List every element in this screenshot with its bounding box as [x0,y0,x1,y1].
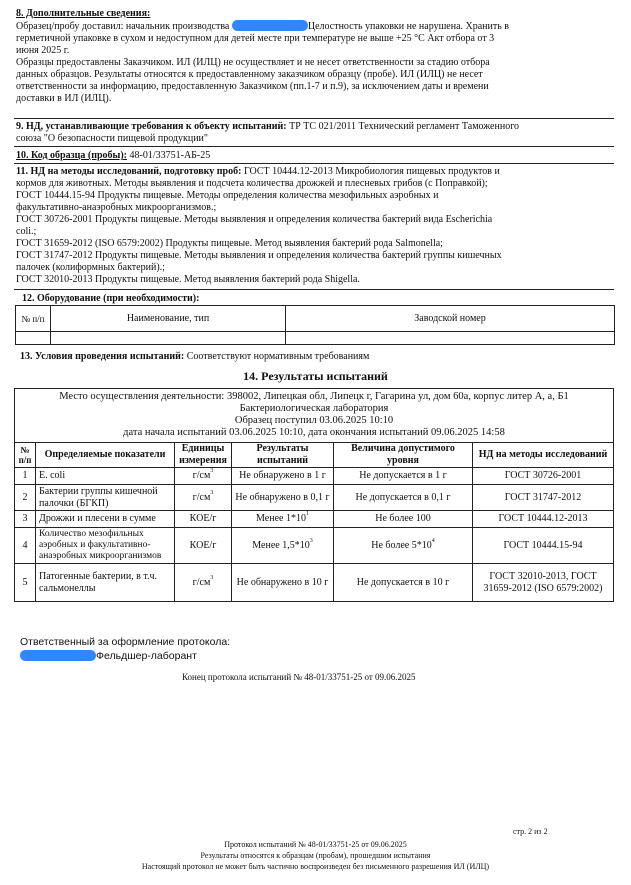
section-8-line: июня 2025 г. [16,45,70,56]
row-limit: Не более 100 [334,511,473,528]
section-11-label: 11. НД на методы исследований, подготовку проб: [16,166,242,177]
row-unit: КОЕ/г [175,528,232,564]
redacted-name [232,20,308,31]
row-parameter: Бактерии группы кишечной палочки (БГКП) [36,485,175,511]
method-line: coli.; [16,226,37,237]
table-row [15,485,614,511]
protocol-end-note: Конец протокола испытаний № 48-01/33751-25 от 09.06.2025 [182,672,416,682]
section-8-line: данных образцов. Результаты относятся к предоставленному заказчиком образцу (пробе). ИЛ (ИЛЦ) не несет [16,69,483,80]
row-unit: $г/см^3$ [175,564,232,602]
row-parameter: Дрожжи и плесени в сумме [36,511,175,528]
divider [14,146,614,147]
row-limit: Не более $5*10^4$ [334,528,473,564]
section-12-label: 12. Оборудование (при необходимости): [22,293,200,304]
section-9-value-cont: союза "О безопасности пищевой продукции" [16,133,208,144]
col-header: Единицы измерения [175,443,232,468]
method-line: ГОСТ 30726-2001 Продукты пищевые. Методы выявления и определения количества бактерий вида Escherichia [16,214,493,225]
sample-received: Образец поступил 03.06.2025 10:10 [234,415,394,426]
row-number: 1 [15,468,36,485]
equipment-cell [51,332,286,345]
place-of-activity: Место осуществления деятельности: 398002, Липецкая обл, Липецк г, Гагарина ул, дом 60а, корпус литер А, а, Б1 [59,391,569,402]
section-8-line: ответственности за информацию, предоставленную Заказчиком (пп.1-7 и п.9), за исключением даты и времени [16,81,489,92]
row-limit: Не допускается в 1 г [334,468,473,485]
col-header: Результаты испытаний [232,443,334,468]
method-line: ГОСТ 31659-2012 (ISO 6579:2002) Продукты пищевые. Метод выявления бактерий рода Salmonella; [16,238,443,249]
section-13-label: 13. Условия проведения испытаний: [20,351,185,362]
row-unit: $г/см^3$ [175,468,232,485]
method-line: ГОСТ 10444.15-94 Продукты пищевые. Методы определения количества мезофильных аэробных и [16,190,439,201]
section-8-heading: 8. Дополнительные сведения: [16,8,151,19]
redacted-name [20,650,96,661]
row-number: 4 [15,528,36,564]
section-9 [16,121,616,145]
col-header: Определяемые показатели [36,443,175,468]
results-table [14,442,614,602]
method-line: ГОСТ 32010-2013 Продукты пищевые. Метод выявления бактерий рода Shigella. [16,274,360,285]
table-row [15,511,614,528]
section-8 [16,8,616,105]
method-line: кормов для животных. Методы выявления и подсчета количества дрожжей и плесневых грибов (с Поправкой); [16,178,488,189]
col-header: № п/п [15,443,36,468]
method-line: ГОСТ 10444.12-2013 Микробиология пищевых продуктов и [243,166,500,177]
table-row [15,528,614,564]
equipment-col-serial: Заводской номер [286,306,615,332]
section-13-value: Соответствуют нормативным требованиям [186,351,370,362]
section-10-label: 10. Код образца (пробы): [16,150,127,161]
method-line: факультативно-анаэробных микроорганизмов.; [16,202,217,213]
row-limit: Не допускается в 10 г [334,564,473,602]
row-unit: КОЕ/г [175,511,232,528]
footer-line: Протокол испытаний № 48-01/33751-25 от 09.06.2025 [224,840,407,849]
section-10 [16,150,616,162]
divider [14,118,614,119]
packaging-text: Целостность упаковки не нарушена. Хранить в [307,21,510,32]
divider [14,289,614,290]
row-result: Менее $1,5*10^3$ [232,528,334,564]
page-number: стр. 2 из 2 [513,827,548,836]
test-dates: дата начала испытаний 03.06.2025 10:10, дата окончания испытаний 09.06.2025 14:58 [123,427,505,438]
row-method: ГОСТ 32010-2013, ГОСТ 31659-2012 (ISO 6579:2002) [473,564,614,602]
sample-code: 48-01/33751-АБ-25 [129,150,211,161]
equipment-cell [286,332,615,345]
section-13 [20,351,620,363]
section-11 [16,166,616,286]
col-header: Величина допустимого уровня [334,443,473,468]
row-result: Менее $1*10^1$ [232,511,334,528]
table-row [15,468,614,485]
row-parameter: Патогенные бактерии, в т.ч. сальмонеллы [36,564,175,602]
footer-line: Результаты относятся к образцам (пробам), прошедшим испытания [200,851,431,860]
row-method: ГОСТ 10444.12-2013 [473,511,614,528]
section-8-line: герметичной упаковке в сухом и недоступном для детей месте при температуре не выше +25 °С Акт отбора от 3 [16,33,495,44]
results-header-row [15,443,614,468]
row-parameter: Количество мезофильных аэробных и факультативно-анаэробных микроорганизмов [36,528,175,564]
responsible-position: Фельдшер-лаборант [96,650,197,662]
equipment-table [15,305,615,345]
method-line: палочек (колиформных бактерий).; [16,262,165,273]
section-8-line: Образцы предоставлены Заказчиком. ИЛ (ИЛЦ) не осуществляет и не несет ответственности за стадию отбора [16,57,490,68]
section-9-value: ТР ТС 021/2011 Технический регламент Таможенного [289,121,520,132]
row-method: ГОСТ 31747-2012 [473,485,614,511]
table-row [15,564,614,602]
equipment-cell [16,332,51,345]
section-8-line: доставки в ИЛ (ИЛЦ). [16,93,112,104]
results-info-box [14,388,614,443]
col-header: НД на методы исследований [473,443,614,468]
responsible-label: Ответственный за оформление протокола: [20,636,231,648]
row-method: ГОСТ 30726-2001 [473,468,614,485]
row-limit: Не допускается в 0,1 г [334,485,473,511]
results-title: 14. Результаты испытаний [243,369,388,383]
row-number: 3 [15,511,36,528]
footer [0,839,631,872]
equipment-col-name: Наименование, тип [51,306,286,332]
row-result: Не обнаружено в 0,1 г [232,485,334,511]
divider [14,163,614,164]
equipment-col-no: № п/п [16,306,51,332]
row-number: 2 [15,485,36,511]
row-number: 5 [15,564,36,602]
lab-name: Бактериологическая лаборатория [239,403,389,414]
row-unit: $г/см^3$ [175,485,232,511]
row-parameter: E. coli [36,468,175,485]
responsible-block [20,635,230,663]
delivered-by-text: Образец/пробу доставил: начальник производства [16,21,230,32]
section-12-heading [22,293,622,305]
section-9-label: 9. НД, устанавливающие требования к объекту испытаний: [16,121,287,132]
footer-line: Настоящий протокол не может быть частично воспроизведен без письменного разрешения ИЛ (ИЛЦ) [141,862,490,871]
row-result: Не обнаружено в 1 г [232,468,334,485]
section-8-line [16,20,616,33]
row-method: ГОСТ 10444.15-94 [473,528,614,564]
row-result: Не обнаружено в 10 г [232,564,334,602]
method-line: ГОСТ 31747-2012 Продукты пищевые. Методы выявления и определения количества бактерий группы кишечных [16,250,502,261]
